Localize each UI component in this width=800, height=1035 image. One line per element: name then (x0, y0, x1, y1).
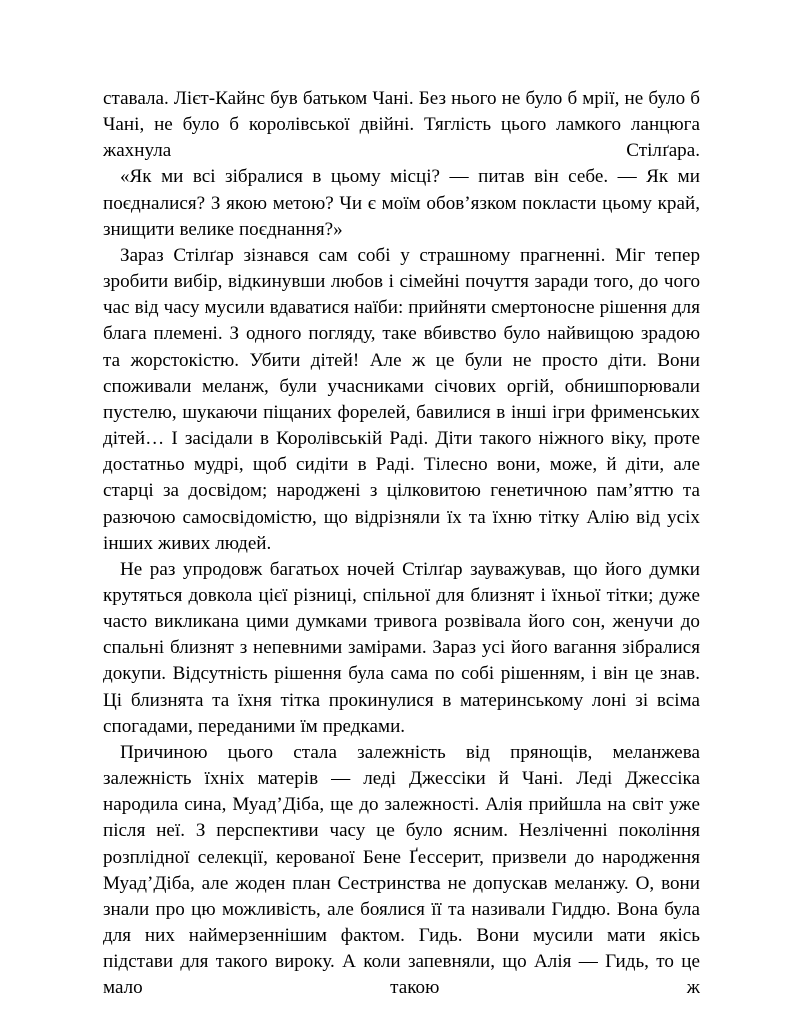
paragraph-5: Причиною цього стала залежність від прянощів, меланжева залежність їхніх матерів — леді Джессіки й Чані. Леді Джессіка народила сина, Муад’Діба, ще до залежності. Алія прийшла на світ уже після неї. З перспективи часу це було ясним. Незліченні покоління розплідної селекції, керованої Бене Ґессерит, призвели до народження Муад’Діба, але жоден план Сестринства не допускав меланжу. О, вони знали про цю можливість, але боялися її та називали Гиддю. Вона була для них наймерзеннішим фактом. Гидь. Вони мусили мати якісь підстави для такого вироку. А коли запевняли, що Алія — Гидь, то це мало такою ж (103, 741, 700, 999)
paragraph-3: Зараз Стілґар зізнався сам собі у страшному прагненні. Міг тепер зробити вибір, відкинувши любов і сімейні почуття заради того, до чого час від часу мусили вдаватися наїби: прийняти смертоносне рішення для блага племені. З одного погляду, таке вбивство було найвищою зрадою та жорстокістю. Убити дітей! Але ж це були не просто діти. Вони споживали меланж, були учасниками січових оргій, обнишпорювали пустелю, шукаючи піщаних форелей, бавилися в інші ігри фрименських дітей… І засідали в Королівській Раді. Діти такого ніжного віку, проте достатньо мудрі, щоб сидіти в Раді. Тілесно вони, може, й діти, але старці за досвідом; народжені з цілковитою генетичною пам’яттю та разючою самосвідомістю, що відрізняли їх та їхню тітку Алію від усіх інших живих людей. (103, 244, 700, 554)
paragraph-1: ставала. Лієт-Кайнс був батьком Чані. Без нього не було б мрії, не було б Чані, не було б королівської двійні. Тяглість цього ламкого ланцюга жахнула Стілґара. (103, 88, 700, 162)
page-text-body (103, 86, 700, 1001)
paragraph-4: Не раз упродовж багатьох ночей Стілґар зауважував, що його думки крутяться довкола цієї різниці, спільної для близнят і їхньої тітки; дуже часто викликана цими думками тривога розвівала його сон, женучи до спальні близнят з непевними замірами. Зараз усі його вагання зібралися докупи. Відсутність рішення була сама по собі рішенням, і він це знав. Ці близнята та їхня тітка прокинулися в материнському лоні зі всіма спогадами, переданими їм предками. (103, 558, 700, 737)
paragraph-2: «Як ми всі зібралися в цьому місці? — питав він себе. — Як ми поєдналися? З якою метою? Чи є моїм обов’язком покласти цьому край, знищити велике поєднання?» (103, 166, 700, 240)
